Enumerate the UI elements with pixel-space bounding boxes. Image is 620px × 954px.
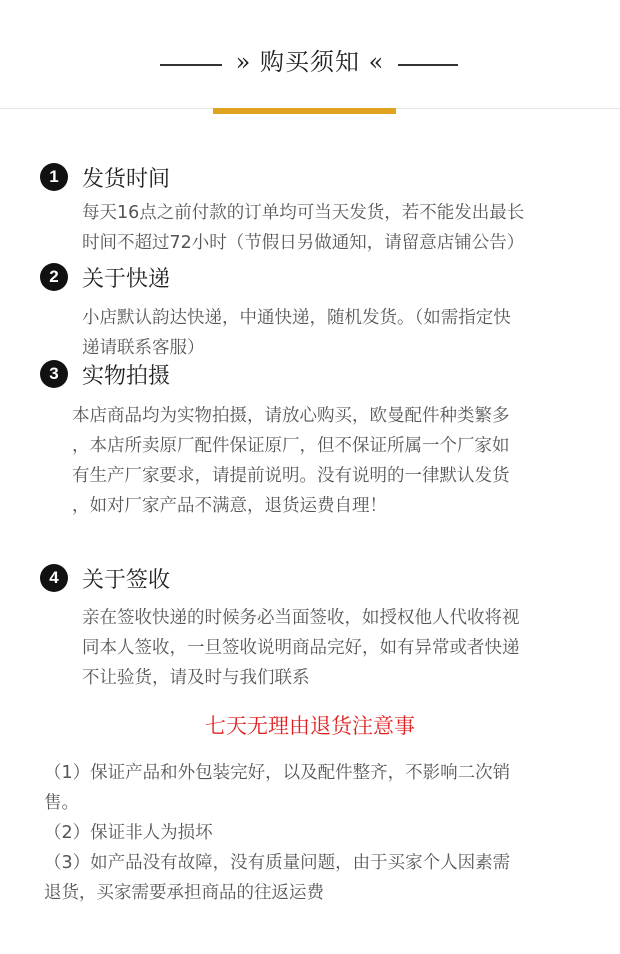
body-line: ，如对厂家产品不满意，退货运费自理！ xyxy=(72,496,387,516)
body-line: 同本人签收，一旦签收说明商品完好，如有异常或者快递 xyxy=(82,638,520,658)
left-quote-mark: » xyxy=(235,48,252,76)
section-courier xyxy=(40,262,170,292)
header-rule-right xyxy=(398,64,458,66)
section-real-photos xyxy=(40,359,170,389)
notice-line: 退货，买家需要承担商品的往返运费 xyxy=(44,883,324,903)
body-line: 不让验货，请及时与我们联系 xyxy=(82,668,310,688)
notice-line: （2）保证非人为损坏 xyxy=(44,823,213,843)
notice-line: （1）保证产品和外包装完好，以及配件整齐，不影响二次销 xyxy=(44,763,511,783)
section-body xyxy=(72,401,510,521)
section-number-badge: 1 xyxy=(40,163,68,191)
section-body xyxy=(82,303,511,363)
page-title: 购买须知 xyxy=(260,48,360,76)
notice-line: 售。 xyxy=(44,793,79,813)
return-policy-item xyxy=(44,848,604,908)
section-number-badge: 2 xyxy=(40,263,68,291)
body-line: ，本店所卖原厂配件保证原厂，但不保证所属一个厂家如 xyxy=(72,436,510,456)
section-body xyxy=(82,198,524,258)
section-title: 发货时间 xyxy=(82,166,171,192)
section-body xyxy=(82,603,520,693)
notice-line: （3）如产品没有故障，没有质量问题，由于买家个人因素需 xyxy=(44,853,511,873)
return-policy-item xyxy=(44,818,604,848)
body-line: 小店默认韵达快递，中通快递，随机发货。（如需指定快 xyxy=(82,308,511,328)
return-policy-item xyxy=(44,758,604,818)
body-line: 有生产厂家要求，请提前说明。没有说明的一律默认发货 xyxy=(72,466,510,486)
section-title: 实物拍摄 xyxy=(82,363,171,389)
section-title: 关于签收 xyxy=(82,567,171,593)
accent-bar xyxy=(213,108,396,114)
body-line: 亲在签收快递的时候务必当面签收，如授权他人代收将视 xyxy=(82,608,520,628)
section-number-badge: 3 xyxy=(40,360,68,388)
body-line: 时间不超过72小时（节假日另做通知，请留意店铺公告） xyxy=(82,233,525,253)
section-number-badge: 4 xyxy=(40,564,68,592)
body-line: 递请联系客服） xyxy=(82,338,205,358)
section-title: 关于快递 xyxy=(82,266,171,292)
page-header xyxy=(0,0,620,112)
body-line: 本店商品均为实物拍摄，请放心购买，欧曼配件种类繁多 xyxy=(72,406,510,426)
section-signing xyxy=(40,563,170,593)
right-quote-mark: « xyxy=(368,48,385,76)
header-title-row xyxy=(0,42,620,77)
return-policy-title: 七天无理由退货注意事 xyxy=(205,714,415,738)
body-line: 每天16点之前付款的订单均可当天发货，若不能发出最长 xyxy=(82,203,525,223)
section-shipping-time xyxy=(40,162,170,192)
